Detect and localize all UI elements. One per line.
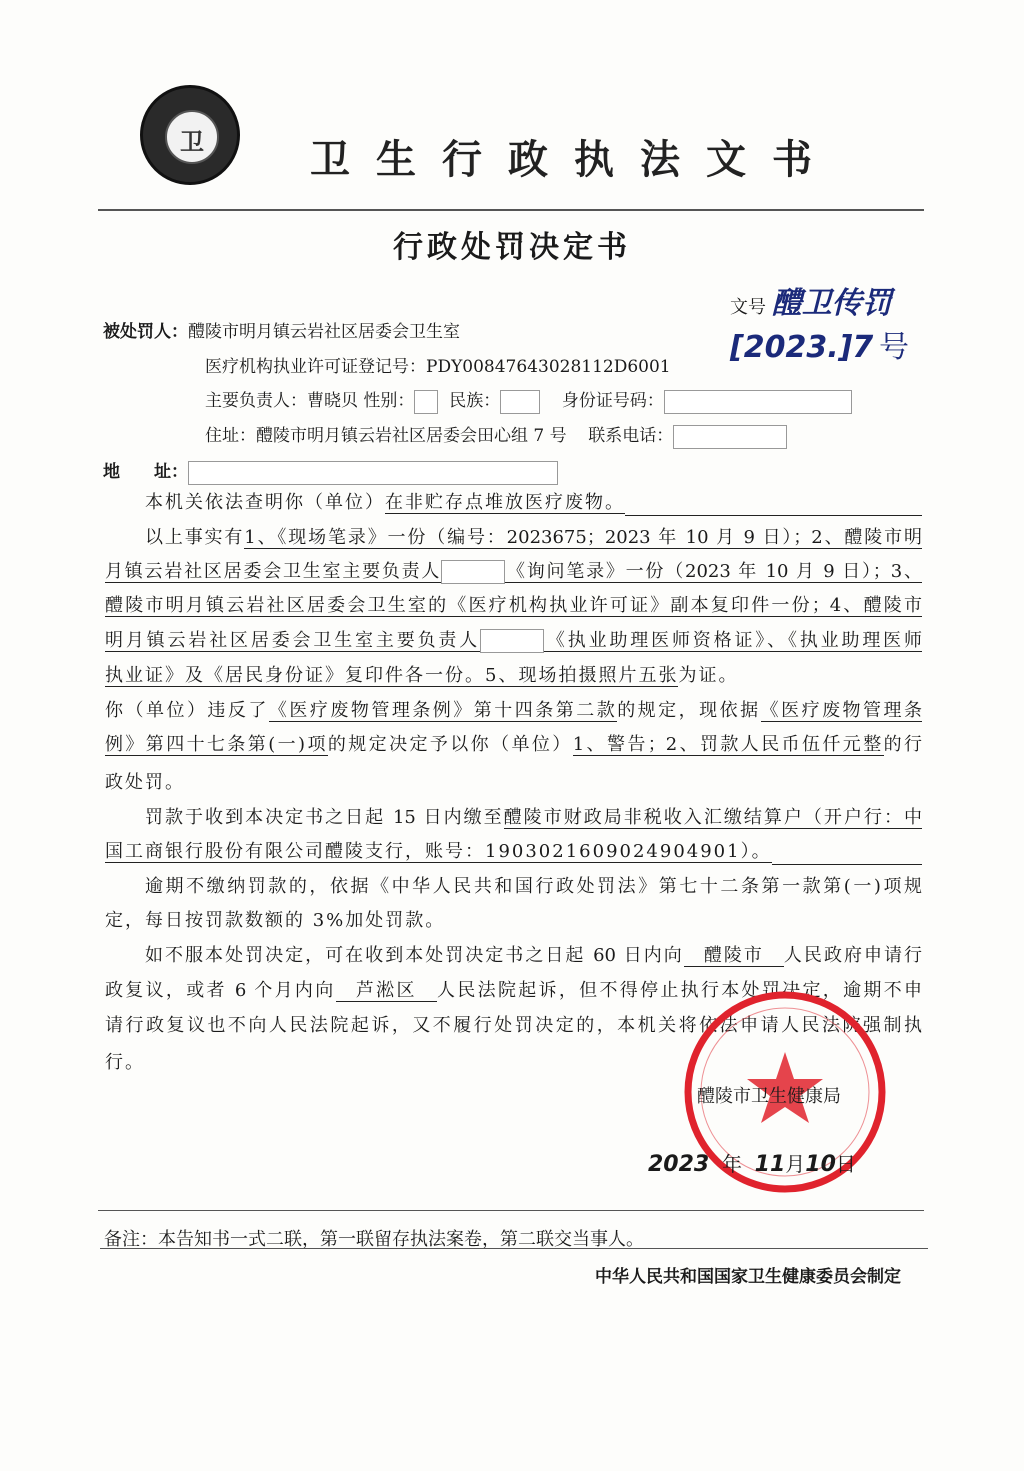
- filled-text: 在非贮存点堆放医疗废物。: [385, 492, 625, 513]
- body-line: [105, 559, 922, 585]
- body-text: 人民法院起诉，但不得停止执行本处罚决定，逾期不申: [437, 980, 922, 1001]
- body-line: [105, 770, 185, 796]
- doc-no-suffix: 号: [878, 330, 909, 365]
- date-year-unit: 年: [721, 1152, 742, 1176]
- redacted-name-field: [480, 629, 544, 653]
- body-line: [105, 628, 922, 654]
- party-name: 醴陵市明月镇云岩社区居委会卫生室: [188, 322, 460, 342]
- body-text: 定，每日按罚款数额的 3%加处罚款。: [105, 910, 446, 931]
- filled-text: 1、警告；2、罚款人民币伍仟元整: [572, 734, 884, 755]
- body-line: [145, 805, 922, 831]
- date-month-unit: 月: [785, 1152, 806, 1176]
- ethnicity-label: 民族：: [449, 391, 501, 411]
- body-line: [145, 943, 922, 969]
- emblem-icon: 卫: [180, 127, 204, 156]
- doc-no-value: 醴卫传罚[2023.]7: [730, 286, 892, 365]
- body-text: 的规定决定予以你（单位）: [327, 734, 573, 755]
- body-text: 如不服本处罚决定，可在收到本处罚决定书之日起 60 日内向: [145, 945, 684, 966]
- phone-field: [673, 425, 787, 449]
- date-day-unit: 日: [835, 1152, 856, 1176]
- address-row: [103, 457, 558, 485]
- body-line: [105, 698, 922, 724]
- body-text: 逾期不缴纳罚款的，依据《中华人民共和国行政处罚法》第七十二条第一款第(一)项规: [145, 876, 922, 897]
- filled-text: 国工商银行股份有限公司醴陵支行，账号：1903021609024904901）。: [105, 841, 772, 862]
- filled-text: 芦淞区: [335, 980, 438, 1001]
- address-field: [188, 461, 558, 485]
- body-line: [105, 593, 922, 619]
- date-day: 10: [805, 1152, 836, 1177]
- body-line: [105, 1050, 145, 1076]
- filled-text: 《医疗废物管理条: [760, 700, 923, 721]
- body-text: 人民政府申请行: [783, 945, 923, 966]
- filled-text: 《执业助理医师资格证》、《执业助理医师: [544, 630, 923, 651]
- head-label: 主要负责人：: [205, 391, 307, 411]
- residence-value: 醴陵市明月镇云岩社区居委会田心组 7 号: [256, 426, 567, 446]
- filled-text: 醴陵市: [683, 945, 784, 966]
- underline-fill: [625, 495, 922, 516]
- body-text: 罚款于收到本决定书之日起 15 日内缴至: [145, 807, 504, 828]
- document-number: [730, 278, 1024, 366]
- remark: 备注：本告知书一式二联，第一联留存执法案卷，第二联交当事人。: [104, 1229, 644, 1250]
- body-text: 行。: [105, 1052, 145, 1073]
- document-type-title: 卫生行政执法文书: [310, 136, 838, 183]
- phone-label: 联系电话：: [588, 426, 674, 446]
- issuer-footer: 中华人民共和国国家卫生健康委员会制定: [595, 1267, 901, 1287]
- body-line: [145, 490, 922, 516]
- filled-text: 1、《现场笔录》一份（编号：2023675；2023 年 10 月 9 日）；2、醴陵市明: [244, 527, 922, 548]
- body-text: 政处罚。: [105, 772, 185, 793]
- issue-date: [648, 1148, 856, 1177]
- license-row: [205, 352, 671, 377]
- issuing-authority: 醴陵市卫生健康局: [697, 1086, 841, 1107]
- body-line: [105, 908, 445, 934]
- body-text: 本机关依法查明你（单位）: [145, 492, 385, 513]
- filled-text: 明月镇云岩社区居委会卫生室主要负责人: [105, 630, 481, 651]
- residence-row: [205, 421, 787, 449]
- party-label: 被处罚人：: [103, 322, 188, 342]
- body-line: [105, 732, 922, 758]
- underline-fill: [772, 844, 922, 865]
- header-divider: [98, 209, 924, 211]
- filled-text: 执业证》及《居民身份证》复印件各一份。5、现场拍摄照片五张: [105, 665, 679, 686]
- doc-no-label: 文号: [730, 297, 766, 318]
- body-line: [105, 839, 922, 865]
- address-label: 地 址：: [103, 462, 188, 482]
- filled-text: 例》第四十七条第(一)项: [105, 734, 328, 755]
- gender-field: [414, 390, 438, 414]
- health-inspection-logo: [140, 85, 240, 185]
- date-year: 2023: [648, 1152, 710, 1177]
- body-line: [145, 525, 922, 551]
- id-number-field: [664, 390, 852, 414]
- body-text: 为证。: [678, 665, 739, 686]
- note-top-divider: [98, 1210, 924, 1211]
- filled-text: 月镇云岩社区居委会卫生室主要负责人: [105, 561, 442, 582]
- license-number: PDY00847643028112D6001: [426, 357, 671, 377]
- redacted-name-field: [441, 560, 505, 584]
- body-text: 的行: [883, 734, 923, 755]
- note-bottom-divider: [100, 1248, 928, 1249]
- body-text: 的规定，现依据: [617, 700, 761, 721]
- filled-text: 醴陵市明月镇云岩社区居委会卫生室的《医疗机构执业许可证》副本复印件一份；4、醴陵市: [105, 595, 922, 616]
- document-title: 行政处罚决定书: [393, 230, 631, 265]
- party-name-row: [103, 317, 460, 342]
- date-month: 11: [754, 1152, 786, 1177]
- gender-label: 性别：: [363, 391, 415, 411]
- filled-text: 《医疗废物管理条例》第十四条第二款: [268, 700, 618, 721]
- license-label: 医疗机构执业许可证登记号：: [205, 357, 426, 377]
- ethnicity-field: [500, 390, 540, 414]
- filled-text: 醴陵市财政局非税收入汇缴结算户（开户行：中: [503, 807, 922, 828]
- body-line: [145, 874, 922, 900]
- body-line: [105, 663, 738, 689]
- body-text: 以上事实有: [145, 527, 245, 548]
- filled-text: 《询问笔录》一份（2023 年 10 月 9 日）；3、: [505, 561, 922, 582]
- residence-label: 住址：: [205, 426, 256, 446]
- body-text: 你（单位）违反了: [105, 700, 269, 721]
- head-row: [205, 386, 852, 414]
- body-text: 请行政复议也不向人民法院起诉，又不履行处罚决定的，本机关将依法申请人民法院强制执: [105, 1015, 922, 1036]
- body-text: 政复议，或者 6 个月内向: [105, 980, 336, 1001]
- id-label: 身份证号码：: [561, 391, 664, 411]
- head-name: 曹晓贝: [307, 391, 358, 411]
